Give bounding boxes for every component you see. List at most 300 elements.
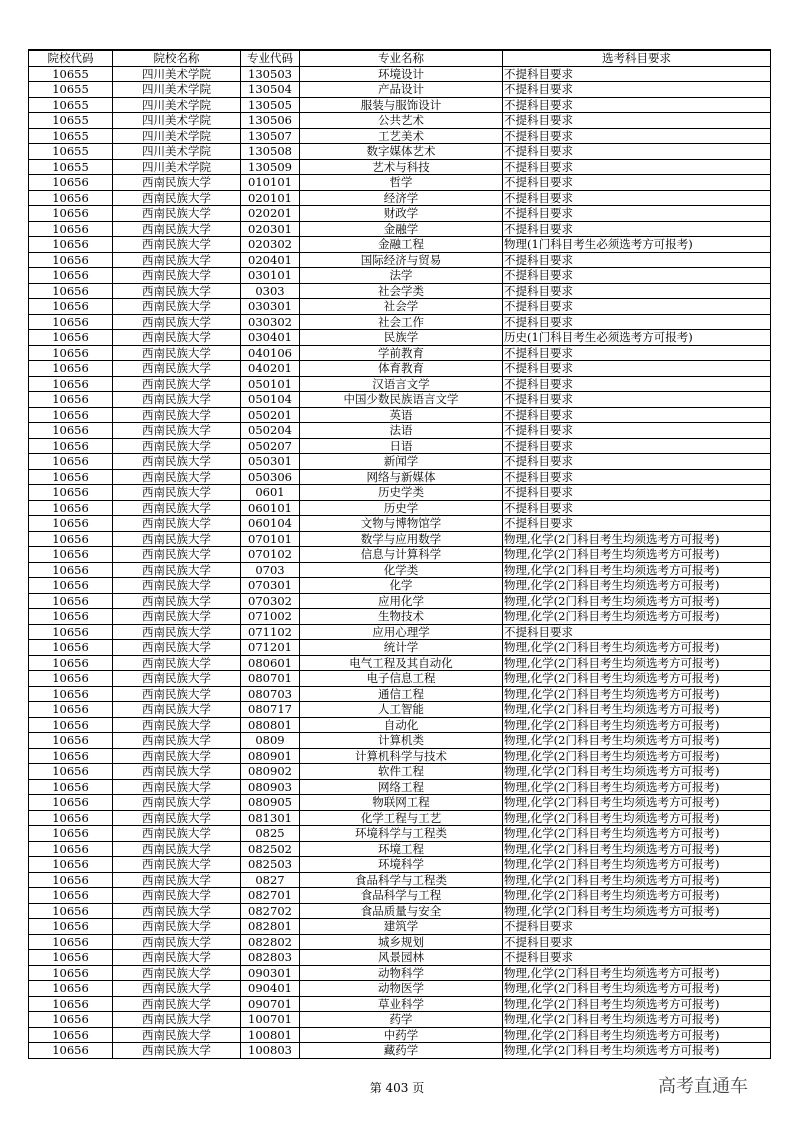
subject-requirement-cell: 物理,化学(2门科目考生均须选考方可报考) [503, 826, 771, 842]
table-row [29, 66, 771, 82]
major-code-cell: 070101 [241, 531, 300, 547]
table-row [29, 206, 771, 222]
school-name-cell: 西南民族大学 [113, 609, 241, 625]
school-name-cell: 西南民族大学 [113, 345, 241, 361]
school-code-cell: 10656 [29, 903, 113, 919]
school-name-cell: 西南民族大学 [113, 407, 241, 423]
major-name-cell: 社会学类 [300, 283, 503, 299]
school-name-cell: 西南民族大学 [113, 268, 241, 284]
header-major-code: 专业代码 [241, 50, 300, 66]
school-code-cell: 10656 [29, 500, 113, 516]
subject-requirement-cell: 不提科目要求 [503, 919, 771, 935]
subject-requirement-cell: 不提科目要求 [503, 175, 771, 191]
major-code-cell: 100801 [241, 1027, 300, 1043]
major-name-cell: 财政学 [300, 206, 503, 222]
major-code-cell: 082803 [241, 950, 300, 966]
major-name-cell: 社会工作 [300, 314, 503, 330]
subject-requirement-cell: 物理,化学(2门科目考生均须选考方可报考) [503, 547, 771, 563]
school-code-cell: 10656 [29, 376, 113, 392]
school-name-cell: 西南民族大学 [113, 717, 241, 733]
subject-requirement-cell: 不提科目要求 [503, 82, 771, 98]
school-name-cell: 西南民族大学 [113, 733, 241, 749]
school-code-cell: 10656 [29, 454, 113, 470]
school-code-cell: 10656 [29, 965, 113, 981]
brand-watermark: 高考直通车 [658, 1076, 748, 1097]
subject-requirement-cell: 不提科目要求 [503, 485, 771, 501]
major-name-cell: 食品科学与工程 [300, 888, 503, 904]
major-name-cell: 英语 [300, 407, 503, 423]
school-name-cell: 西南民族大学 [113, 438, 241, 454]
school-code-cell: 10656 [29, 283, 113, 299]
school-code-cell: 10656 [29, 795, 113, 811]
major-code-cell: 080801 [241, 717, 300, 733]
subject-requirement-cell: 不提科目要求 [503, 469, 771, 485]
major-name-cell: 化学类 [300, 562, 503, 578]
table-row [29, 841, 771, 857]
school-code-cell: 10656 [29, 531, 113, 547]
major-code-cell: 080601 [241, 655, 300, 671]
major-name-cell: 社会学 [300, 299, 503, 315]
school-name-cell: 西南民族大学 [113, 562, 241, 578]
major-name-cell: 化学 [300, 578, 503, 594]
school-name-cell: 西南民族大学 [113, 702, 241, 718]
school-name-cell: 西南民族大学 [113, 221, 241, 237]
major-name-cell: 电子信息工程 [300, 671, 503, 687]
school-name-cell: 西南民族大学 [113, 795, 241, 811]
major-name-cell: 法学 [300, 268, 503, 284]
subject-requirement-cell: 物理,化学(2门科目考生均须选考方可报考) [503, 1043, 771, 1059]
table-row [29, 562, 771, 578]
major-name-cell: 人工智能 [300, 702, 503, 718]
subject-requirement-cell: 不提科目要求 [503, 128, 771, 144]
subject-requirement-cell: 不提科目要求 [503, 423, 771, 439]
school-name-cell: 西南民族大学 [113, 1027, 241, 1043]
school-code-cell: 10656 [29, 578, 113, 594]
school-name-cell: 西南民族大学 [113, 655, 241, 671]
major-name-cell: 汉语言文学 [300, 376, 503, 392]
subject-requirement-cell: 不提科目要求 [503, 361, 771, 377]
school-name-cell: 西南民族大学 [113, 779, 241, 795]
school-name-cell: 西南民族大学 [113, 857, 241, 873]
school-code-cell: 10656 [29, 996, 113, 1012]
subject-requirement-cell: 物理,化学(2门科目考生均须选考方可报考) [503, 578, 771, 594]
subject-requirement-cell: 物理,化学(2门科目考生均须选考方可报考) [503, 981, 771, 997]
school-code-cell: 10655 [29, 82, 113, 98]
school-name-cell: 西南民族大学 [113, 237, 241, 253]
major-code-cell: 0703 [241, 562, 300, 578]
major-code-cell: 130506 [241, 113, 300, 129]
table-row [29, 578, 771, 594]
school-name-cell: 西南民族大学 [113, 330, 241, 346]
table-row [29, 516, 771, 532]
subject-requirement-cell: 物理,化学(2门科目考生均须选考方可报考) [503, 702, 771, 718]
major-name-cell: 网络工程 [300, 779, 503, 795]
subject-requirement-cell: 不提科目要求 [503, 113, 771, 129]
major-name-cell: 建筑学 [300, 919, 503, 935]
major-code-cell: 082503 [241, 857, 300, 873]
major-code-cell: 070102 [241, 547, 300, 563]
school-code-cell: 10655 [29, 128, 113, 144]
school-code-cell: 10656 [29, 407, 113, 423]
school-name-cell: 西南民族大学 [113, 454, 241, 470]
table-row [29, 283, 771, 299]
major-name-cell: 体育教育 [300, 361, 503, 377]
subject-requirement-cell: 不提科目要求 [503, 97, 771, 113]
major-code-cell: 080905 [241, 795, 300, 811]
major-name-cell: 金融学 [300, 221, 503, 237]
major-code-cell: 080717 [241, 702, 300, 718]
major-name-cell: 草业科学 [300, 996, 503, 1012]
table-row [29, 717, 771, 733]
subject-requirement-cell: 不提科目要求 [503, 624, 771, 640]
major-code-cell: 060104 [241, 516, 300, 532]
major-code-cell: 130507 [241, 128, 300, 144]
school-name-cell: 四川美术学院 [113, 159, 241, 175]
major-code-cell: 070302 [241, 593, 300, 609]
subject-requirement-cell: 物理,化学(2门科目考生均须选考方可报考) [503, 593, 771, 609]
school-name-cell: 西南民族大学 [113, 531, 241, 547]
school-name-cell: 西南民族大学 [113, 361, 241, 377]
school-code-cell: 10656 [29, 237, 113, 253]
table-row [29, 159, 771, 175]
major-name-cell: 化学工程与工艺 [300, 810, 503, 826]
school-code-cell: 10656 [29, 779, 113, 795]
subject-requirement-cell: 不提科目要求 [503, 299, 771, 315]
subject-requirement-cell: 物理,化学(2门科目考生均须选考方可报考) [503, 810, 771, 826]
major-code-cell: 020401 [241, 252, 300, 268]
table-row [29, 330, 771, 346]
subject-requirement-cell: 不提科目要求 [503, 268, 771, 284]
table-row [29, 268, 771, 284]
subject-requirement-cell: 物理,化学(2门科目考生均须选考方可报考) [503, 764, 771, 780]
major-code-cell: 050201 [241, 407, 300, 423]
school-code-cell: 10655 [29, 144, 113, 160]
table-row [29, 345, 771, 361]
school-code-cell: 10656 [29, 516, 113, 532]
school-code-cell: 10656 [29, 810, 113, 826]
major-code-cell: 070301 [241, 578, 300, 594]
school-code-cell: 10656 [29, 624, 113, 640]
school-code-cell: 10656 [29, 764, 113, 780]
major-code-cell: 020302 [241, 237, 300, 253]
major-name-cell: 物联网工程 [300, 795, 503, 811]
major-name-cell: 中药学 [300, 1027, 503, 1043]
school-name-cell: 西南民族大学 [113, 547, 241, 563]
major-name-cell: 哲学 [300, 175, 503, 191]
major-code-cell: 080701 [241, 671, 300, 687]
table-row [29, 252, 771, 268]
major-code-cell: 082701 [241, 888, 300, 904]
major-code-cell: 090401 [241, 981, 300, 997]
school-name-cell: 四川美术学院 [113, 82, 241, 98]
subject-requirement-cell: 不提科目要求 [503, 376, 771, 392]
major-code-cell: 030301 [241, 299, 300, 315]
major-name-cell: 藏药学 [300, 1043, 503, 1059]
admission-requirements-table [28, 49, 771, 1059]
major-name-cell: 自动化 [300, 717, 503, 733]
school-code-cell: 10656 [29, 655, 113, 671]
major-name-cell: 应用心理学 [300, 624, 503, 640]
school-code-cell: 10656 [29, 717, 113, 733]
table-row [29, 485, 771, 501]
subject-requirement-cell: 物理,化学(2门科目考生均须选考方可报考) [503, 1012, 771, 1028]
table-row [29, 454, 771, 470]
subject-requirement-cell: 不提科目要求 [503, 283, 771, 299]
page-number: 第 403 页 [369, 1081, 425, 1095]
school-code-cell: 10656 [29, 857, 113, 873]
major-name-cell: 动物科学 [300, 965, 503, 981]
school-name-cell: 西南民族大学 [113, 919, 241, 935]
major-name-cell: 信息与计算科学 [300, 547, 503, 563]
major-name-cell: 经济学 [300, 190, 503, 206]
school-code-cell: 10656 [29, 1027, 113, 1043]
table-body [29, 66, 771, 1058]
major-code-cell: 050207 [241, 438, 300, 454]
school-code-cell: 10656 [29, 640, 113, 656]
table-row [29, 500, 771, 516]
school-code-cell: 10656 [29, 562, 113, 578]
table-row [29, 438, 771, 454]
school-name-cell: 西南民族大学 [113, 299, 241, 315]
school-code-cell: 10656 [29, 950, 113, 966]
major-code-cell: 080902 [241, 764, 300, 780]
major-name-cell: 文物与博物馆学 [300, 516, 503, 532]
school-name-cell: 西南民族大学 [113, 578, 241, 594]
subject-requirement-cell: 物理,化学(2门科目考生均须选考方可报考) [503, 686, 771, 702]
major-code-cell: 050301 [241, 454, 300, 470]
table-row [29, 82, 771, 98]
table-row [29, 175, 771, 191]
table-row [29, 547, 771, 563]
school-code-cell: 10656 [29, 1012, 113, 1028]
major-code-cell: 081301 [241, 810, 300, 826]
subject-requirement-cell: 不提科目要求 [503, 454, 771, 470]
school-name-cell: 西南民族大学 [113, 1012, 241, 1028]
major-name-cell: 通信工程 [300, 686, 503, 702]
subject-requirement-cell: 不提科目要求 [503, 252, 771, 268]
major-code-cell: 030401 [241, 330, 300, 346]
major-name-cell: 历史学 [300, 500, 503, 516]
table-row [29, 423, 771, 439]
major-name-cell: 金融工程 [300, 237, 503, 253]
school-name-cell: 西南民族大学 [113, 686, 241, 702]
table-row [29, 1012, 771, 1028]
table-row [29, 779, 771, 795]
subject-requirement-cell: 不提科目要求 [503, 950, 771, 966]
major-code-cell: 040201 [241, 361, 300, 377]
subject-requirement-cell: 物理,化学(2门科目考生均须选考方可报考) [503, 748, 771, 764]
major-code-cell: 0601 [241, 485, 300, 501]
school-code-cell: 10656 [29, 252, 113, 268]
school-name-cell: 西南民族大学 [113, 950, 241, 966]
table-row [29, 919, 771, 935]
school-name-cell: 西南民族大学 [113, 593, 241, 609]
table-row [29, 407, 771, 423]
subject-requirement-cell: 物理,化学(2门科目考生均须选考方可报考) [503, 531, 771, 547]
major-name-cell: 风景园林 [300, 950, 503, 966]
major-code-cell: 010101 [241, 175, 300, 191]
school-name-cell: 西南民族大学 [113, 469, 241, 485]
subject-requirement-cell: 不提科目要求 [503, 66, 771, 82]
school-code-cell: 10656 [29, 934, 113, 950]
subject-requirement-cell: 物理(1门科目考生必须选考方可报考) [503, 237, 771, 253]
header-subject-requirement: 选考科目要求 [503, 50, 771, 66]
table-row [29, 826, 771, 842]
school-code-cell: 10656 [29, 547, 113, 563]
school-name-cell: 西南民族大学 [113, 965, 241, 981]
table-row [29, 361, 771, 377]
major-code-cell: 0303 [241, 283, 300, 299]
school-code-cell: 10656 [29, 702, 113, 718]
school-name-cell: 西南民族大学 [113, 872, 241, 888]
table-row [29, 950, 771, 966]
major-name-cell: 中国少数民族语言文学 [300, 392, 503, 408]
school-code-cell: 10656 [29, 981, 113, 997]
school-code-cell: 10656 [29, 841, 113, 857]
major-code-cell: 0827 [241, 872, 300, 888]
subject-requirement-cell: 不提科目要求 [503, 159, 771, 175]
table-row [29, 795, 771, 811]
major-name-cell: 电气工程及其自动化 [300, 655, 503, 671]
school-name-cell: 四川美术学院 [113, 113, 241, 129]
major-name-cell: 法语 [300, 423, 503, 439]
major-code-cell: 130509 [241, 159, 300, 175]
subject-requirement-cell: 不提科目要求 [503, 206, 771, 222]
school-code-cell: 10655 [29, 159, 113, 175]
subject-requirement-cell: 物理,化学(2门科目考生均须选考方可报考) [503, 872, 771, 888]
major-name-cell: 网络与新媒体 [300, 469, 503, 485]
subject-requirement-cell: 不提科目要求 [503, 407, 771, 423]
table-row [29, 1043, 771, 1059]
major-code-cell: 071102 [241, 624, 300, 640]
major-code-cell: 082702 [241, 903, 300, 919]
school-name-cell: 西南民族大学 [113, 981, 241, 997]
major-code-cell: 100701 [241, 1012, 300, 1028]
subject-requirement-cell: 物理,化学(2门科目考生均须选考方可报考) [503, 717, 771, 733]
major-name-cell: 工艺美术 [300, 128, 503, 144]
major-name-cell: 学前教育 [300, 345, 503, 361]
table-row [29, 299, 771, 315]
table-row [29, 981, 771, 997]
school-code-cell: 10656 [29, 361, 113, 377]
major-name-cell: 统计学 [300, 640, 503, 656]
school-code-cell: 10656 [29, 423, 113, 439]
major-code-cell: 100803 [241, 1043, 300, 1059]
school-name-cell: 西南民族大学 [113, 671, 241, 687]
subject-requirement-cell: 不提科目要求 [503, 190, 771, 206]
major-code-cell: 040106 [241, 345, 300, 361]
school-name-cell: 西南民族大学 [113, 423, 241, 439]
school-name-cell: 西南民族大学 [113, 314, 241, 330]
subject-requirement-cell: 历史(1门科目考生必须选考方可报考) [503, 330, 771, 346]
subject-requirement-cell: 不提科目要求 [503, 314, 771, 330]
major-code-cell: 080703 [241, 686, 300, 702]
subject-requirement-cell: 物理,化学(2门科目考生均须选考方可报考) [503, 965, 771, 981]
table-row [29, 764, 771, 780]
subject-requirement-cell: 物理,化学(2门科目考生均须选考方可报考) [503, 903, 771, 919]
table-row [29, 810, 771, 826]
table-row [29, 733, 771, 749]
major-name-cell: 环境设计 [300, 66, 503, 82]
school-name-cell: 西南民族大学 [113, 764, 241, 780]
major-code-cell: 020101 [241, 190, 300, 206]
major-code-cell: 0825 [241, 826, 300, 842]
major-code-cell: 0809 [241, 733, 300, 749]
subject-requirement-cell: 物理,化学(2门科目考生均须选考方可报考) [503, 996, 771, 1012]
table-row [29, 144, 771, 160]
table-row [29, 903, 771, 919]
table-row [29, 624, 771, 640]
major-name-cell: 动物医学 [300, 981, 503, 997]
school-code-cell: 10656 [29, 438, 113, 454]
school-code-cell: 10656 [29, 919, 113, 935]
major-code-cell: 130505 [241, 97, 300, 113]
major-name-cell: 环境科学与工程类 [300, 826, 503, 842]
major-name-cell: 服装与服饰设计 [300, 97, 503, 113]
major-name-cell: 环境科学 [300, 857, 503, 873]
school-name-cell: 西南民族大学 [113, 888, 241, 904]
school-code-cell: 10656 [29, 609, 113, 625]
major-name-cell: 食品质量与安全 [300, 903, 503, 919]
school-name-cell: 西南民族大学 [113, 376, 241, 392]
major-name-cell: 软件工程 [300, 764, 503, 780]
major-code-cell: 080903 [241, 779, 300, 795]
header-school-code: 院校代码 [29, 50, 113, 66]
major-name-cell: 日语 [300, 438, 503, 454]
subject-requirement-cell: 物理,化学(2门科目考生均须选考方可报考) [503, 779, 771, 795]
table-header-row [29, 50, 771, 66]
table-row [29, 531, 771, 547]
school-code-cell: 10655 [29, 113, 113, 129]
school-name-cell: 西南民族大学 [113, 1043, 241, 1059]
subject-requirement-cell: 物理,化学(2门科目考生均须选考方可报考) [503, 795, 771, 811]
school-code-cell: 10656 [29, 330, 113, 346]
school-code-cell: 10656 [29, 872, 113, 888]
table-row [29, 1027, 771, 1043]
school-name-cell: 西南民族大学 [113, 903, 241, 919]
school-name-cell: 西南民族大学 [113, 283, 241, 299]
school-code-cell: 10656 [29, 175, 113, 191]
table-row [29, 609, 771, 625]
school-name-cell: 四川美术学院 [113, 128, 241, 144]
major-name-cell: 药学 [300, 1012, 503, 1028]
school-name-cell: 西南民族大学 [113, 206, 241, 222]
subject-requirement-cell: 不提科目要求 [503, 392, 771, 408]
school-name-cell: 西南民族大学 [113, 841, 241, 857]
header-school-name: 院校名称 [113, 50, 241, 66]
table-row [29, 996, 771, 1012]
table-row [29, 934, 771, 950]
major-name-cell: 计算机类 [300, 733, 503, 749]
table-row [29, 392, 771, 408]
table-row [29, 640, 771, 656]
major-code-cell: 071002 [241, 609, 300, 625]
major-code-cell: 071201 [241, 640, 300, 656]
school-code-cell: 10656 [29, 888, 113, 904]
subject-requirement-cell: 不提科目要求 [503, 516, 771, 532]
school-name-cell: 西南民族大学 [113, 392, 241, 408]
major-name-cell: 生物技术 [300, 609, 503, 625]
major-code-cell: 082502 [241, 841, 300, 857]
subject-requirement-cell: 物理,化学(2门科目考生均须选考方可报考) [503, 1027, 771, 1043]
table-row [29, 872, 771, 888]
subject-requirement-cell: 不提科目要求 [503, 438, 771, 454]
major-name-cell: 环境工程 [300, 841, 503, 857]
table-row [29, 748, 771, 764]
school-code-cell: 10656 [29, 299, 113, 315]
school-code-cell: 10656 [29, 671, 113, 687]
school-name-cell: 西南民族大学 [113, 252, 241, 268]
